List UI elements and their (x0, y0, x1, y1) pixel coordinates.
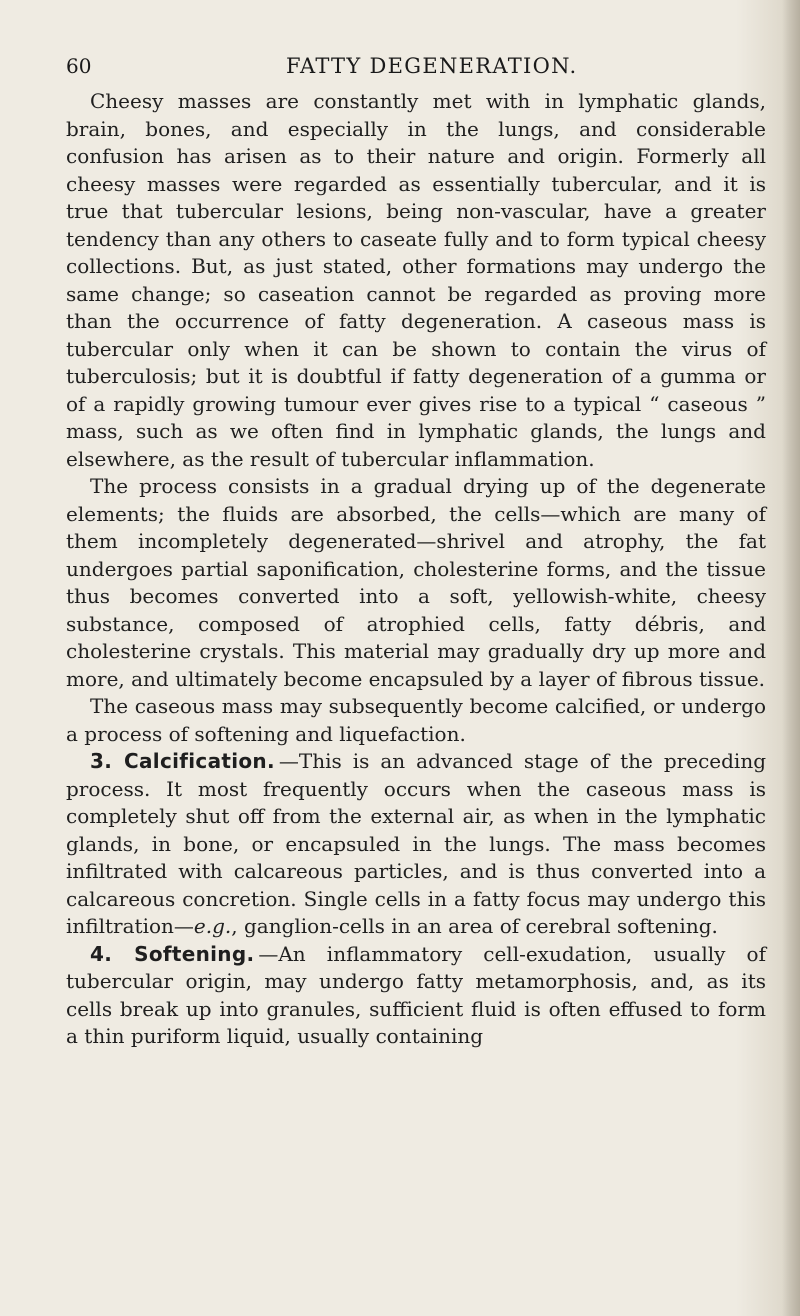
paragraph-text: Cheesy masses are constantly met with in lymphatic glands, brain, bones, and especially in the lungs, and considerable confusion has arisen as to their nature and origin. Formerly all cheesy masses were regarded as essentially tubercular, and it is true that tubercular lesions, being non-vascular, have a greater tendency than any others to caseate fully and to form typical cheesy collections. But, as just stated, other formations may undergo the same change; so caseation cannot be regarded as proving more than the occurrence of fatty degeneration. A caseous mass is tubercular only when it can be shown to contain the virus of tuberculosis; but it is doubtful if fatty degeneration of a gumma or of a rapidly growing tumour ever gives rise to a typical “ caseous ” mass, such as we often find in lymphatic glands, the lungs and elsewhere, as the result of tubercular inflammation. (66, 89, 766, 471)
paragraph-cheesy-masses (66, 88, 766, 473)
section-heading-softening: 4. Softening. (90, 941, 255, 966)
paragraph-text: The caseous mass may subsequently become calcified, or undergo a process of softening and liquefaction. (66, 694, 766, 746)
body-text (66, 88, 766, 1051)
paragraph-caseous-mass (66, 693, 766, 748)
paragraph-process (66, 473, 766, 693)
section-heading-calcification: 3. Calcification. (90, 749, 275, 773)
emphasis-text: e.g. (193, 914, 232, 938)
paragraph-text-after: , ganglion-cells in an area of cerebral softening. (231, 914, 718, 938)
page-number: 60 (66, 54, 92, 78)
page-edge-shadow (782, 0, 800, 1316)
paragraph-softening (66, 941, 766, 1051)
running-head: FATTY DEGENERATION. (286, 54, 578, 78)
paragraph-text: —This is an advanced stage of the preceding process. It most frequently occurs when the caseous mass is completely shut off from the external air, as when in the lymphatic glands, in bone, or encapsuled in the lungs. The mass becomes infiltrated with calcareous particles, and is thus converted into a calcareous concretion. Single cells in a fatty focus may undergo this infiltration— (66, 749, 766, 938)
paragraph-text: —An inflammatory cell-exudation, usually of tubercular origin, may undergo fatty metamorphosis, and, as its cells break up into granules, sufficient fluid is often effused to form a thin puriform liquid, usually containing (66, 941, 767, 1048)
page-header (66, 52, 766, 92)
paragraph-text: The process consists in a gradual drying up of the degenerate elements; the fluids are absorbed, the cells—which are many of them incompletely degenerated—shrivel and atrophy, the fat undergoes partial saponification, cholesterine forms, and the tissue thus becomes converted into a soft, yellowish-white, cheesy substance, composed of atrophied cells, fatty débris, and cholesterine crystals. This material may gradually dry up more and more, and ultimately become encapsuled by a layer of fibrous tissue. (66, 474, 766, 691)
paragraph-calcification (66, 748, 766, 941)
